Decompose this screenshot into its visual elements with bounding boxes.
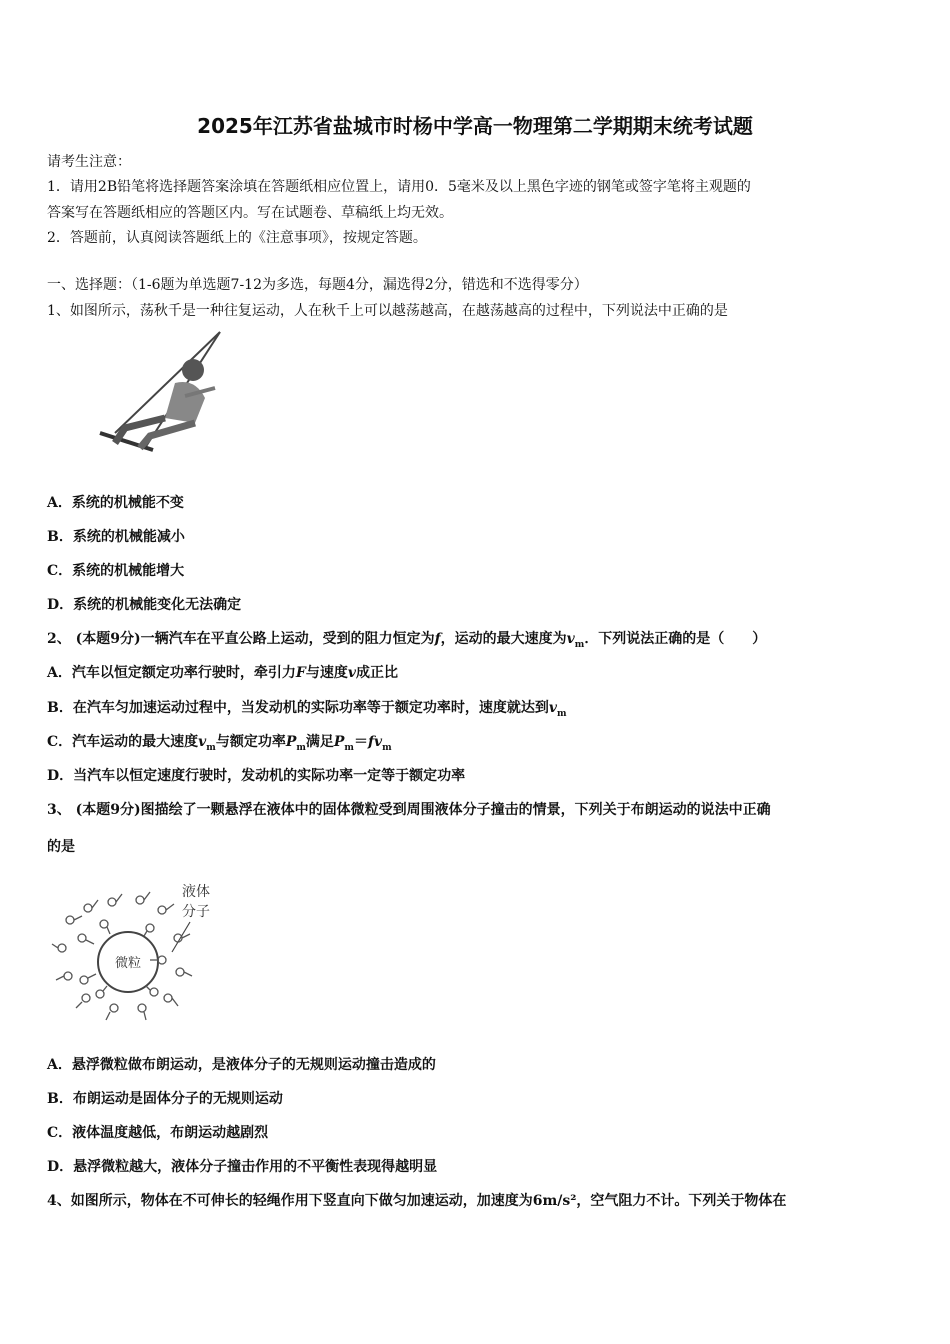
q2-option-b: B．在汽车匀加速运动过程中，当发动机的实际功率等于额定功率时，速度就达到$v_m$	[47, 700, 567, 719]
swing-figure	[45, 328, 225, 458]
q3-option-b: B．布朗运动是固体分子的无规则运动	[47, 1091, 283, 1107]
molecule-label: 分子	[182, 904, 210, 920]
q3-option-a: A．悬浮微粒做布朗运动，是液体分子的无规则运动撞击造成的	[47, 1057, 436, 1073]
particle-label: 微粒	[114, 956, 142, 971]
molecule-label: 液体	[182, 884, 210, 900]
q1-option-c: C．系统的机械能增大	[47, 563, 185, 579]
notice-item: 2．答题前，认真阅读答题纸上的《注意事项》，按规定答题。	[47, 230, 427, 246]
notice-item: 1．请用2B铅笔将选择题答案涂填在答题纸相应位置上，请用0．5毫米及以上黑色字迹的钢笔或签字笔将主观题的	[47, 179, 751, 195]
q3-option-c: C．液体温度越低，布朗运动越剧烈	[47, 1125, 269, 1141]
q1-stem: 1、如图所示，荡秋千是一种往复运动，人在秋千上可以越荡越高，在越荡越高的过程中，下列说法中正确的是	[47, 303, 728, 319]
section-heading: 一、选择题：（1-6题为单选题7-12为多选，每题4分，漏选得2分，错选和不选得零分）	[47, 277, 588, 293]
q4-stem: 4、如图所示，物体在不可伸长的轻绳作用下竖直向下做匀加速运动，加速度为6m/s²，空气阻力不计。下列关于物体在	[47, 1193, 787, 1209]
q3-stem: 3、 (本题9分)图描绘了一颗悬浮在液体中的固体微粒受到周围液体分子撞击的情景，下列关于布朗运动的说法中正确	[47, 802, 771, 818]
q1-option-b: B．系统的机械能减小	[47, 529, 185, 545]
q1-option-a: A．系统的机械能不变	[47, 495, 184, 511]
brownian-figure	[50, 880, 220, 1025]
q3-option-d: D．悬浮微粒越大，液体分子撞击作用的不平衡性表现得越明显	[47, 1159, 438, 1175]
q3-stem-cont: 的是	[47, 839, 75, 855]
q2-option-a: A．汽车以恒定额定功率行驶时，牵引力F与速度v成正比	[47, 665, 398, 681]
q2-stem: 2、 (本题9分)一辆汽车在平直公路上运动，受到的阻力恒定为f，运动的最大速度为$v_m$．下列说法正确的是（ ）	[47, 631, 767, 650]
q1-option-d: D．系统的机械能变化无法确定	[47, 597, 242, 613]
q2-option-d: D．当汽车以恒定速度行驶时，发动机的实际功率一定等于额定功率	[47, 768, 466, 784]
q2-option-c: C．汽车运动的最大速度$v_m$与额定功率$P_m$满足$P_m=fv_m$	[47, 734, 392, 753]
page-title: 2025年江苏省盐城市时杨中学高一物理第二学期期末统考试题	[197, 114, 753, 138]
notice-item: 答案写在答题纸相应的答题区内。写在试题卷、草稿纸上均无效。	[47, 205, 453, 221]
notice-heading: 请考生注意：	[47, 154, 131, 170]
